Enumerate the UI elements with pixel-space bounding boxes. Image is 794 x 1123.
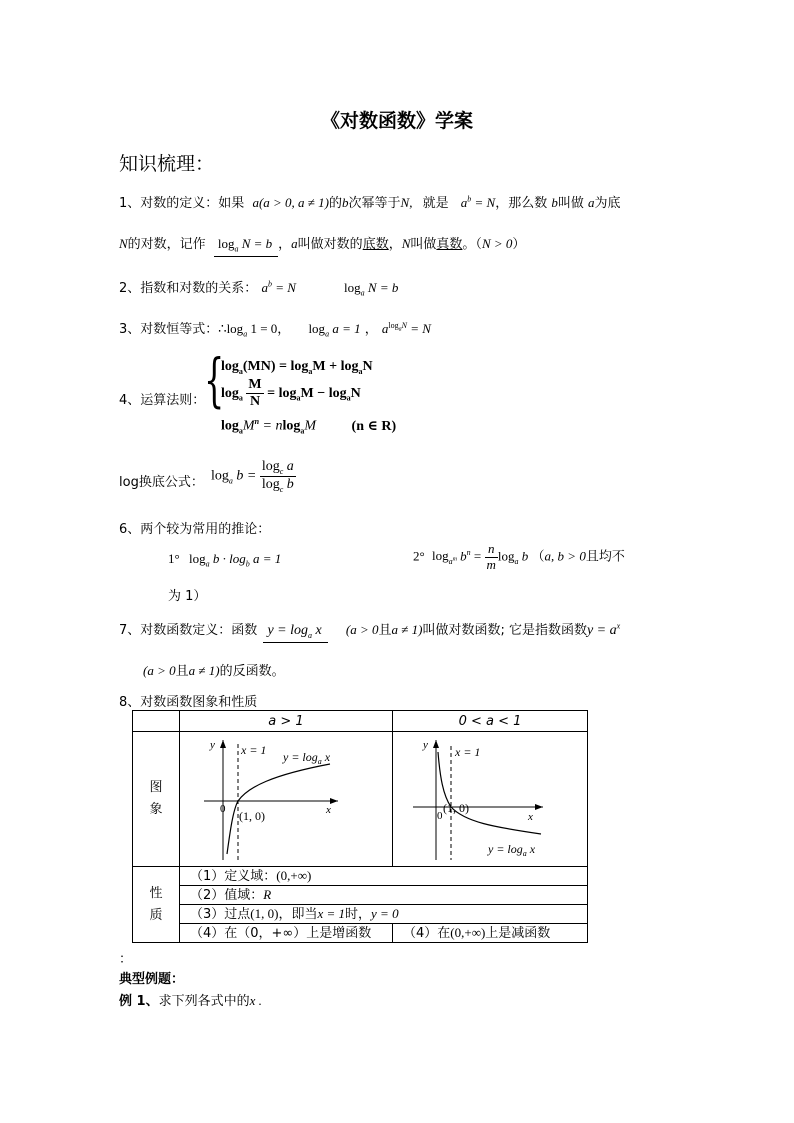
math-var: x: [249, 993, 256, 1008]
math-sub: a: [358, 366, 363, 376]
math-sub: a: [346, 393, 351, 403]
text: 两个较为常用的推论：: [140, 522, 271, 537]
math-log: log: [340, 359, 359, 374]
label-char: 象: [149, 802, 163, 817]
log-curve-decreasing: [438, 752, 541, 834]
math-rest: b: [456, 548, 467, 564]
separator: ，: [277, 322, 291, 337]
math-rest: N = b: [364, 280, 399, 295]
math-log: log: [278, 385, 297, 401]
math-sup: log: [388, 320, 399, 330]
math-log: log: [226, 321, 244, 336]
math-log: log: [290, 359, 309, 374]
math-interval: (0,+∞): [450, 925, 486, 940]
corollary-number: 2°: [413, 548, 425, 564]
math-fn: y = log: [267, 623, 308, 638]
separator: ，: [364, 322, 378, 337]
log-function-definition: [263, 623, 327, 643]
math-sub: b: [245, 559, 250, 569]
graph-row-label: [133, 732, 180, 867]
math-point: (1, 0): [250, 906, 279, 921]
log-function-properties-table: [132, 710, 588, 943]
fraction: [260, 459, 296, 494]
numerator: n: [485, 542, 498, 558]
item-number: 2、: [119, 281, 141, 296]
math-rest: = N: [406, 321, 431, 336]
curve-label: $y = \log_a x$: [283, 750, 331, 766]
math-sub: a: [325, 329, 330, 339]
fraction: [485, 542, 498, 573]
item-4-label: [119, 389, 205, 408]
text: ，: [388, 237, 402, 252]
math-condition: (a > 0: [345, 622, 379, 637]
math-sub: a: [238, 426, 243, 436]
text: 指数和对数的关系：: [140, 281, 258, 296]
math-rest: a = 1: [329, 321, 361, 336]
math-log: log: [344, 280, 361, 295]
math-log: log: [497, 548, 515, 564]
point-label: (1, 0): [443, 801, 469, 815]
math-var: a: [588, 195, 595, 210]
math-log: log: [221, 385, 239, 401]
text: 运算法则：: [140, 393, 206, 408]
empty-corner-cell: [133, 711, 180, 732]
math-log: log: [431, 548, 449, 564]
math-condition: (a > 0: [143, 663, 176, 678]
text: （: [531, 549, 545, 565]
x-axis-label: x: [528, 811, 533, 823]
item-8: [119, 691, 257, 710]
numerator: M: [246, 377, 263, 394]
example-1: [119, 990, 262, 1009]
math-log: log: [221, 418, 239, 434]
asymptote-label: x = 1: [455, 745, 481, 759]
label-char: 性: [149, 885, 163, 901]
math-sub: a: [308, 366, 313, 376]
text: 换底公式：: [138, 475, 204, 490]
math-condition: a ≠ 1): [188, 663, 220, 678]
example-label: 例 1、: [119, 994, 159, 1009]
math-base: a: [381, 321, 389, 336]
property-increasing: （4）在（0，+∞）上是增函数: [180, 924, 393, 943]
underlined-term: 底数: [362, 237, 389, 252]
math-var: b: [342, 195, 349, 210]
math-sub: a: [300, 426, 305, 436]
y-axis-label: y: [423, 739, 428, 751]
text: ，那么数: [495, 196, 548, 211]
text: ，: [278, 237, 292, 252]
text: （2）值域：: [190, 888, 264, 903]
text: 对数函数定义：函数: [140, 623, 258, 638]
math-sup: x: [616, 621, 621, 631]
text: 的: [329, 196, 343, 211]
text: （4）在: [403, 926, 451, 941]
text: 时，: [345, 907, 372, 922]
y-axis-arrow: [433, 740, 439, 748]
corollary-2: [413, 542, 625, 573]
math-condition: a, b > 0: [544, 548, 586, 564]
math-rest: b · log: [209, 551, 246, 566]
item-3: [119, 318, 431, 339]
text: 对数的定义：如果: [140, 196, 245, 211]
rule-1: [221, 359, 373, 376]
text: 的反函数。: [219, 664, 285, 679]
item-number: 7、: [119, 623, 141, 638]
text: 的对数，记作: [127, 237, 206, 252]
y-axis-label: y: [210, 739, 215, 751]
math-rest: N: [350, 385, 361, 401]
property-range: [180, 886, 588, 905]
math-log: log: [188, 551, 206, 566]
properties-row-label: [133, 867, 180, 943]
item-number: 4、: [119, 393, 141, 408]
graph-right-cell: [393, 732, 588, 867]
change-of-base-formula: [211, 459, 296, 494]
math-rest: = N: [271, 280, 296, 295]
math-log: log: [261, 476, 280, 492]
math-sub: a: [296, 393, 301, 403]
text: 叫做: [410, 237, 437, 252]
item-number: log: [119, 475, 139, 490]
math-sub: a: [238, 393, 243, 403]
text: .: [258, 993, 262, 1008]
math-sup: b: [267, 279, 272, 289]
math-sup: m: [452, 556, 457, 563]
text: 次幂等于: [348, 196, 401, 211]
math-rest: =: [263, 385, 279, 401]
math-rest: b: [518, 548, 529, 564]
underlined-term: 真数: [436, 237, 463, 252]
corollary-2-continued: 为 1）: [168, 589, 207, 604]
denominator: m: [486, 556, 496, 572]
item-7-line-2: [143, 660, 285, 679]
asymptote-label: x = 1: [241, 743, 267, 757]
math-condition: a ≠ 1): [391, 622, 423, 637]
math-log: log: [211, 468, 229, 484]
graph-a-between-0-1: [393, 732, 587, 862]
item-number: 8、: [119, 695, 141, 710]
text: （3）过点: [190, 907, 251, 922]
point-label: (1, 0): [239, 809, 265, 823]
math-rest: M −: [300, 385, 329, 401]
text: 且均不: [585, 549, 625, 565]
math-condition: N > 0: [481, 236, 513, 251]
math-rest: a: [283, 459, 294, 474]
item-6: [119, 518, 270, 537]
math-log: log: [308, 321, 326, 336]
math-sub: a: [228, 476, 233, 486]
math-var: a: [291, 236, 298, 251]
math-log: log: [221, 359, 239, 374]
math-rest: M: [304, 418, 317, 434]
text: 叫做对数的: [297, 237, 363, 252]
math-rest: N = b: [238, 236, 273, 251]
math-sub: a: [448, 557, 453, 567]
text: （1）定义域：: [190, 869, 277, 884]
item-number: 3、: [119, 322, 141, 337]
math-sub: a: [205, 559, 210, 569]
text: 对数函数图象和性质: [140, 695, 258, 710]
math-rest: =: [470, 548, 485, 564]
text: 就是: [422, 196, 449, 211]
item-number: 1、: [119, 196, 141, 211]
math-condition: y = 0: [371, 906, 399, 921]
header-a-between-0-1: 0 < a < 1: [393, 711, 588, 732]
math-interval: (0,+∞): [276, 868, 312, 883]
math-log: log: [282, 418, 301, 434]
math-log: log: [328, 385, 347, 401]
math-rest: a = 1: [249, 551, 282, 566]
origin-label: 0: [220, 803, 226, 815]
math-sup: n: [466, 548, 471, 558]
math-rest: 1 = 0: [247, 321, 278, 336]
math-rest: (MN) =: [242, 359, 291, 374]
math-sub: a: [238, 366, 243, 376]
text: 对数恒等式：∴: [140, 322, 227, 337]
rule-2: [221, 377, 361, 410]
graph-a-greater-1: [180, 732, 392, 862]
math-var: N: [119, 236, 128, 251]
math-sub: a: [234, 244, 239, 254]
math-set: R: [263, 887, 272, 902]
left-brace: {: [204, 346, 225, 414]
text: 上是减函数: [485, 926, 551, 941]
corollary-number: 1°: [168, 551, 180, 566]
y-axis-arrow: [220, 740, 226, 748]
math-condition: x = 1: [317, 906, 346, 921]
item-2: [119, 277, 398, 298]
x-axis-arrow: [330, 798, 338, 804]
math-rest: x: [312, 623, 322, 638]
math-sup: n: [254, 417, 260, 426]
math-sub: a: [360, 288, 365, 298]
item-7-line-1: [119, 619, 620, 643]
graph-left-cell: [180, 732, 393, 867]
property-decreasing: [393, 924, 588, 943]
item-1-line-1: [119, 192, 621, 211]
math-var: N: [401, 236, 411, 251]
math-base: M: [242, 418, 255, 434]
section-heading: 知识梳理：: [119, 153, 215, 175]
text: ）: [512, 237, 526, 252]
examples-heading: 典型例题：: [119, 972, 185, 987]
math-rest: b =: [232, 468, 260, 484]
math-sub: a: [308, 630, 312, 640]
math-condition: (n ∈ R): [351, 418, 397, 434]
math-sub: c: [279, 484, 284, 494]
x-axis-label: x: [326, 804, 331, 816]
origin-label: 0: [437, 810, 443, 822]
label-char: 图: [149, 780, 163, 795]
math-rest: = N: [471, 195, 496, 210]
math-rest: N: [362, 359, 373, 374]
math-log: log: [217, 236, 235, 251]
text: 且: [175, 664, 189, 679]
x-axis-arrow: [535, 804, 543, 810]
rule-3: [221, 417, 396, 435]
page-title: 《对数函数》学案: [320, 110, 473, 132]
fraction: [246, 377, 263, 410]
property-domain: [180, 867, 588, 886]
log-notation: [214, 236, 278, 257]
item-1-line-2: [119, 233, 525, 257]
text: 叫做对数函数; 它是指数函数: [422, 623, 587, 638]
math-sub: a: [514, 557, 519, 567]
math-condition: a(a > 0, a ≠ 1): [252, 195, 330, 210]
math-base: a: [261, 280, 268, 295]
curve-label: $y = \log_a x$: [488, 842, 536, 858]
text: 。（: [462, 237, 482, 252]
item-5: [119, 471, 204, 490]
math-log: log: [261, 459, 280, 474]
text: ，即当: [278, 907, 318, 922]
math-var: N,: [400, 195, 413, 210]
denominator: N: [249, 394, 261, 410]
math-sup: b: [467, 194, 472, 204]
corollary-1: [168, 551, 281, 569]
header-a-greater-1: a > 1: [180, 711, 393, 732]
math-rest: M +: [312, 359, 341, 374]
stray-colon: ：: [119, 952, 133, 967]
math-sup-rest: N: [401, 320, 407, 330]
item-number: 6、: [119, 522, 141, 537]
property-fixed-point: [180, 905, 588, 924]
math-rest: = n: [259, 418, 283, 434]
math-sub: a: [243, 329, 248, 339]
text: 求下列各式中的: [158, 994, 250, 1009]
label-char: 质: [149, 907, 163, 923]
math-sub: a: [398, 326, 402, 333]
math-base: a: [460, 195, 468, 210]
math-sub: c: [279, 466, 284, 476]
text: 叫做: [557, 196, 584, 211]
math-rest: b: [283, 476, 294, 492]
math-var: b: [551, 195, 558, 210]
math-fn: y = a: [586, 623, 617, 638]
text: 且: [378, 623, 392, 638]
text: 为底: [594, 196, 621, 211]
